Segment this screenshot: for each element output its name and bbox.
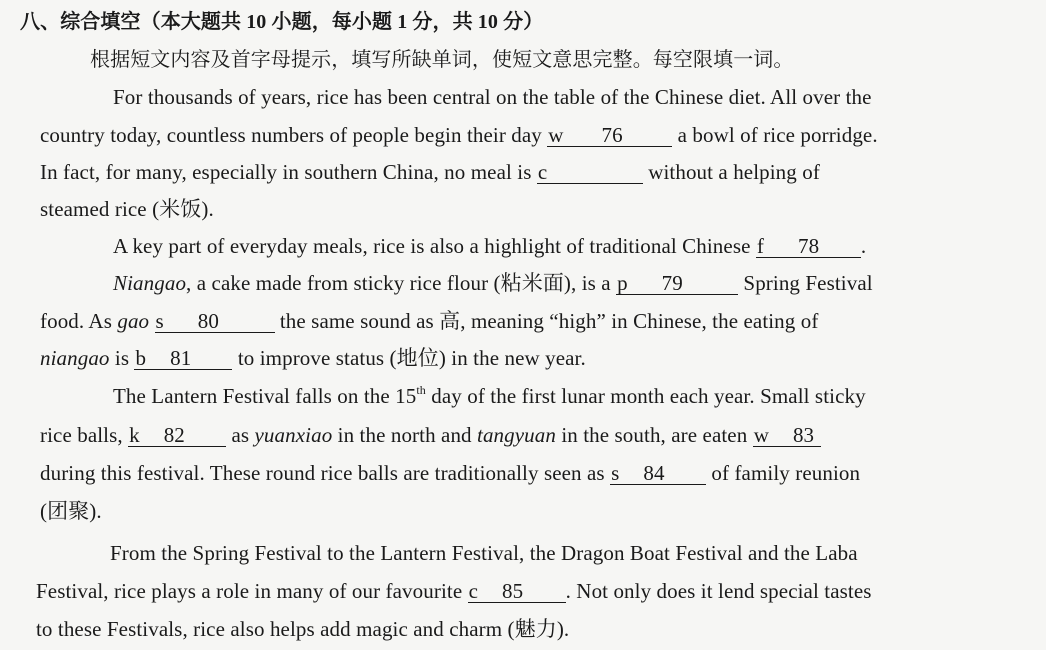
passage-text: From the Spring Festival to the Lantern Festival, the Dragon Boat Festival and the Laba (110, 541, 858, 565)
blank-82[interactable] (128, 424, 226, 447)
blank-initial: s (155, 309, 164, 333)
blank-number: 76 (601, 123, 623, 147)
passage-text: food. As (40, 309, 112, 333)
passage-text: without a helping of (648, 160, 820, 184)
passage-text: in the north and (337, 423, 472, 447)
passage-text: . (860, 234, 867, 258)
blank-initial: w (548, 123, 564, 147)
passage-text: during this festival. These round rice balls are traditionally seen as (40, 461, 605, 485)
passage-text: niangao (40, 346, 110, 370)
passage-text: in the south, are eaten (561, 423, 748, 447)
passage-text: to improve status (地位) in the new year. (237, 346, 586, 370)
blank-number: 83 (792, 423, 815, 447)
passage-text: In fact, for many, especially in southern China, no meal is (40, 160, 532, 184)
passage-line-15 (36, 615, 569, 643)
blank-initial: k (129, 423, 140, 447)
passage-line-12 (40, 497, 102, 525)
blank-initial: f (756, 234, 764, 258)
passage-text: of family reunion (711, 461, 861, 485)
passage-text: Niangao (113, 271, 187, 295)
superscript: th (416, 383, 426, 397)
blank-initial: p (617, 271, 628, 295)
passage-text: rice balls, (40, 423, 123, 447)
blank-79[interactable] (616, 272, 738, 295)
passage-line-13 (110, 539, 858, 567)
passage-text: the same sound as 高, meaning “high” in Chinese, the eating of (279, 309, 819, 333)
blank-number: 80 (197, 309, 219, 333)
blank-83[interactable] (753, 424, 821, 447)
passage-text: The Lantern Festival falls on the 15 (113, 384, 417, 408)
blank-initial: c (537, 160, 548, 184)
blank-77[interactable] (537, 161, 643, 184)
blank-78[interactable] (756, 235, 861, 258)
blank-76[interactable] (547, 124, 672, 147)
blank-number: 78 (797, 234, 820, 258)
passage-text: , a cake made from sticky rice flour (粘米面), is a (186, 271, 611, 295)
passage-text: gao (117, 309, 150, 333)
blank-84[interactable] (610, 462, 706, 485)
blank-initial: s (611, 461, 620, 485)
passage-text: (团聚). (40, 499, 102, 523)
passage-text: steamed rice (米饭). (40, 197, 214, 221)
passage-line-9 (113, 382, 866, 410)
blank-initial: w (753, 423, 769, 447)
passage-line-1 (113, 83, 872, 111)
blank-number: 82 (163, 423, 185, 447)
passage-text: a bowl of rice porridge. (677, 123, 878, 147)
passage-line-14 (36, 577, 872, 605)
passage-line-7 (40, 307, 818, 335)
passage-text: A key part of everyday meals, rice is also a highlight of traditional Chinese (113, 234, 751, 258)
passage-line-8 (40, 344, 586, 372)
passage-line-3 (40, 158, 820, 186)
instruction-text: 根据短文内容及首字母提示，填写所缺单词，使短文意思完整。每空限填一词。 (90, 49, 794, 71)
passage-line-5 (113, 232, 866, 260)
passage-text: For thousands of years, rice has been central on the table of the Chinese diet. All over the (113, 85, 872, 109)
blank-initial: b (135, 346, 147, 370)
blank-85[interactable] (468, 580, 566, 603)
passage-line-2 (40, 121, 878, 149)
blank-number: 81 (170, 346, 192, 370)
passage-text: day of the first lunar month each year. Small sticky (431, 384, 866, 408)
passage-text: Spring Festival (743, 271, 873, 295)
passage-text: country today, countless numbers of people begin their day (40, 123, 542, 147)
blank-81[interactable] (134, 347, 232, 370)
passage-line-4 (40, 195, 214, 223)
passage-text: tangyuan (477, 423, 556, 447)
blank-number: 79 (661, 271, 683, 295)
passage-text: . Not only does it lend special tastes (565, 579, 872, 603)
blank-number: 84 (643, 461, 665, 485)
passage-text: to these Festivals, rice also helps add magic and charm (魅力). (36, 617, 570, 641)
blank-number: 85 (502, 579, 524, 603)
passage-line-10 (40, 421, 821, 449)
blank-80[interactable] (155, 310, 275, 333)
passage-line-11 (40, 459, 860, 487)
passage-text: as (231, 423, 250, 447)
blank-initial: c (468, 579, 479, 603)
passage-text: yuanxiao (254, 423, 333, 447)
section-title: 八、综合填空（本大题共 10 小题，每小题 1 分，共 10 分） (20, 11, 544, 33)
passage-text: is (114, 346, 130, 370)
passage-line-6 (113, 269, 873, 297)
passage-text: Festival, rice plays a role in many of our favourite (36, 579, 463, 603)
